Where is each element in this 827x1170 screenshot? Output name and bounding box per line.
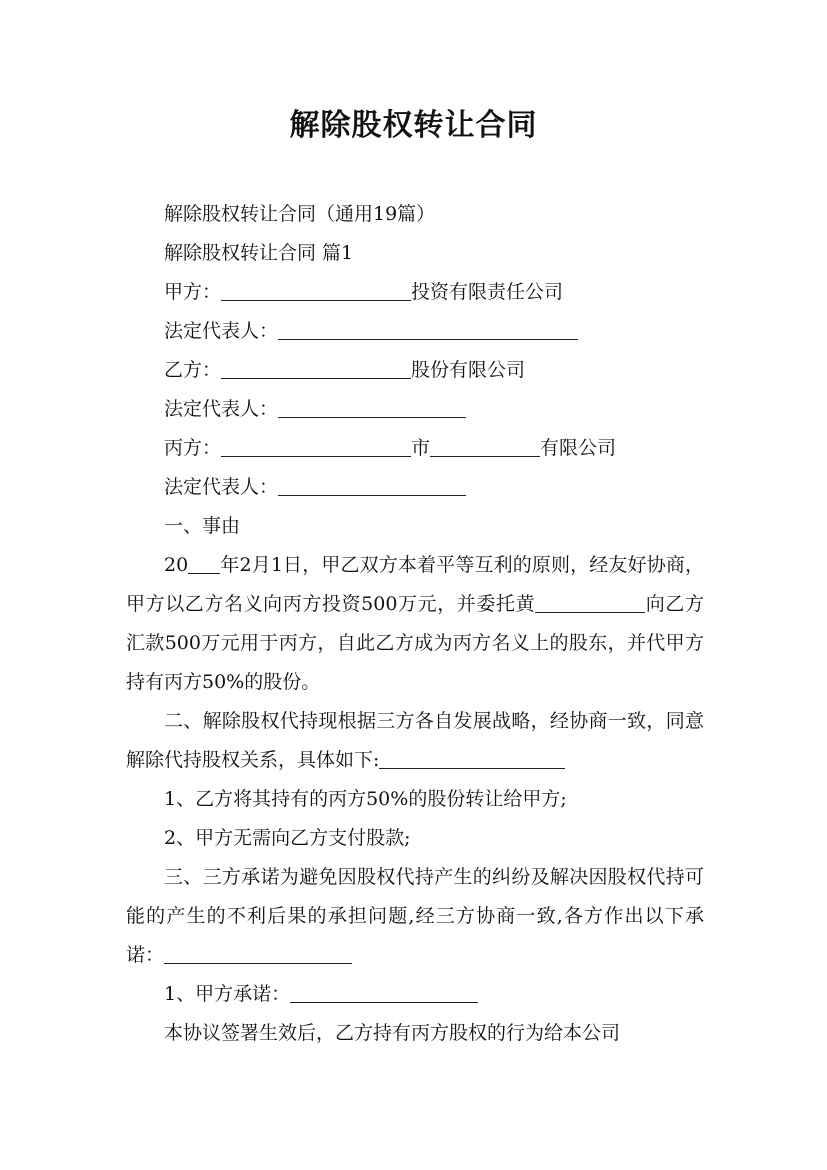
clause1-heading: 一、事由 (164, 515, 241, 537)
clause2-item1: 1、乙方将其持有的丙方50%的股份转让给甲方; (164, 788, 567, 810)
clause1-text-c: 向乙方汇款500万元用于丙方，自此乙方成为丙方名义上的股东，并代甲方持有丙方50%的股份。 (126, 593, 704, 693)
legal-rep-a-blank (278, 320, 578, 340)
clause3-text: 三、三方承诺为避免因股权代持产生的纠纷及解决因股权代持可能的产生的不利后果的承担问题,经三方协商一致,各方作出以下承诺： (126, 866, 704, 966)
document-subtitle: 解除股权转让合同（通用19篇） (164, 203, 436, 225)
clause2-item2: 2、甲方无需向乙方支付股款; (164, 827, 411, 849)
clause3-blank (164, 944, 352, 964)
legal-rep-a-line (126, 312, 704, 351)
document-title: 解除股权转让合同 (289, 108, 538, 143)
party-c-suffix: 有限公司 (540, 437, 617, 459)
clause3-paragraph (126, 858, 704, 975)
clause1-paragraph (126, 546, 704, 702)
clause3-item1-line (126, 975, 704, 1014)
clause2-paragraph (126, 702, 704, 780)
party-c-label: 丙方： (164, 437, 222, 459)
clause3-body: 本协议签署生效后，乙方持有丙方股权的行为给本公司 (164, 1022, 621, 1044)
legal-rep-b-blank (278, 398, 466, 418)
party-c-blank-1 (221, 437, 411, 457)
party-c-blank-2 (430, 437, 540, 457)
clause1-text-a: 20 (164, 554, 189, 576)
party-b-suffix: 股份有限公司 (411, 359, 526, 381)
party-b-label: 乙方： (164, 359, 222, 381)
party-a-blank (221, 281, 411, 301)
party-c-city: 市 (411, 437, 431, 459)
legal-rep-a-label: 法定代表人： (164, 320, 279, 342)
clause1-year-blank (188, 554, 220, 574)
document-body (126, 195, 704, 1053)
party-a-label: 甲方： (164, 281, 222, 303)
legal-rep-b-line (126, 390, 704, 429)
clause3-item1: 1、甲方承诺： (164, 983, 291, 1005)
party-a-suffix: 投资有限责任公司 (411, 281, 564, 303)
legal-rep-b-label: 法定代表人： (164, 398, 279, 420)
clause2-text: 二、解除股权代持现根据三方各自发展战略，经协商一致，同意解除代持股权关系，具体如下: (126, 710, 704, 771)
clause2-blank (379, 749, 565, 769)
section-heading: 解除股权转让合同 篇1 (164, 242, 354, 264)
party-b-blank (221, 359, 411, 379)
party-c-line (126, 429, 704, 468)
party-b-line (126, 351, 704, 390)
legal-rep-c-label: 法定代表人： (164, 476, 279, 498)
legal-rep-c-line (126, 468, 704, 507)
clause1-text-b: 年2月1日，甲乙双方本着平等互利的原则，经友好协商，甲方以乙方名义向丙方投资500万元，并委托黄 (126, 554, 704, 615)
clause3-item1-blank (290, 983, 478, 1003)
party-a-line (126, 273, 704, 312)
clause1-name-blank (535, 593, 645, 613)
legal-rep-c-blank (278, 476, 466, 496)
